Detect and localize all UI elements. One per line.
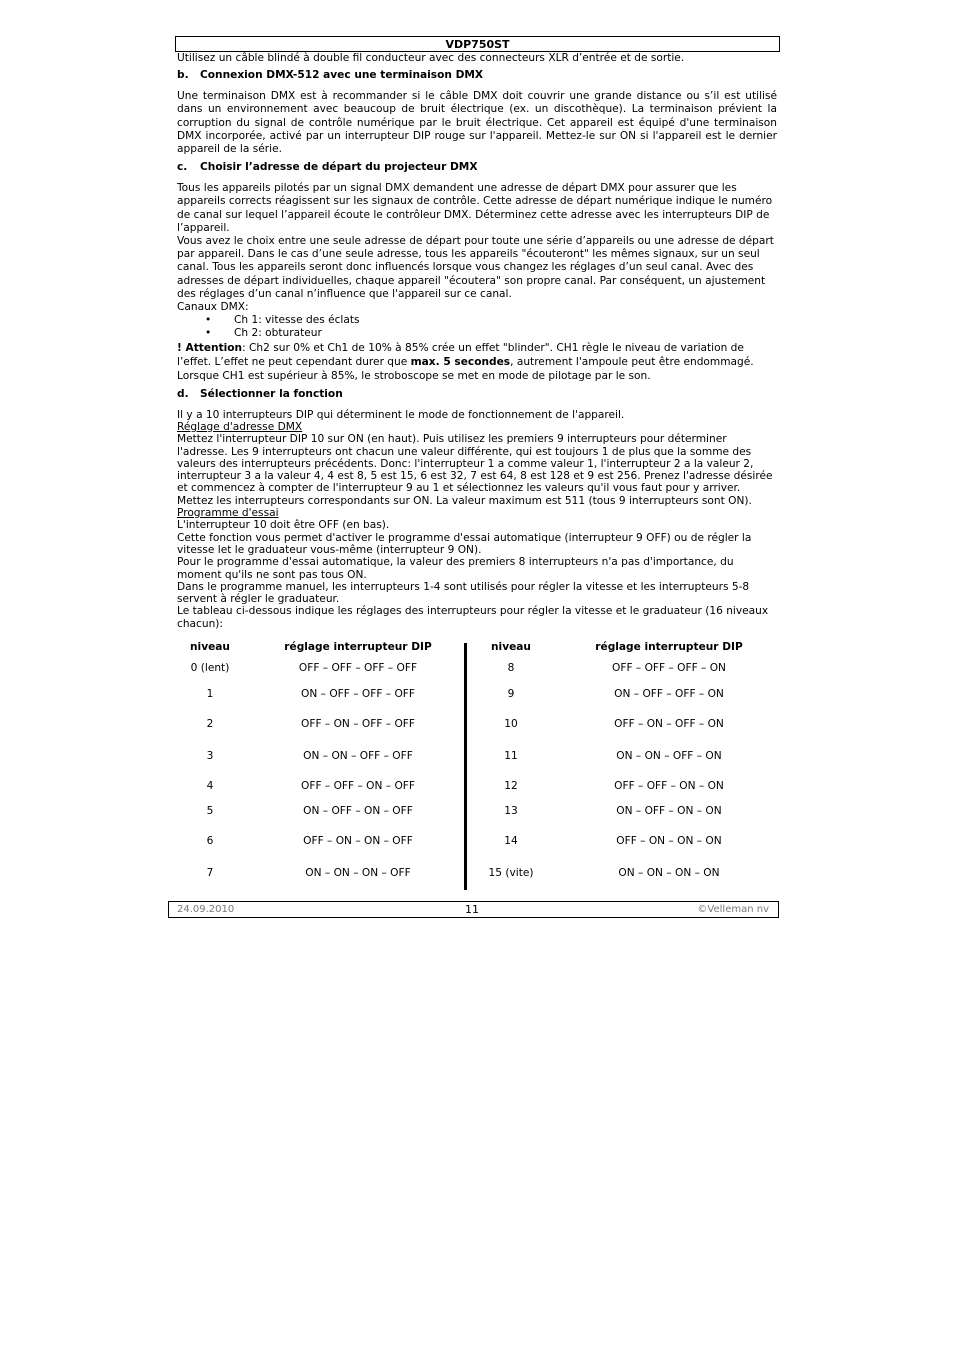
attention-text-1: : Ch2 sur 0% et Ch1 de 10% à 85% crée un effet "blinder". CH1 règle le niveau de variation de l’effet. L’effet ne peut cependant durer que: [177, 341, 744, 368]
section-c-heading: [177, 161, 777, 174]
dip-setting-cell: ON – OFF – OFF – ON: [614, 688, 724, 700]
section-c-paragraph-2: Vous avez le choix entre une seule adresse de départ pour toute une série d’appareils ou une adresse de départ par appareil. Dans le cas d’une seule adresse, tous les appareils "écouteront" les mêmes signaux, sur un seul canal. Tous les appareils seront donc influencés lorsque vous changez les réglages d’un seul canal. Avec des adresses de départ individuelles, chaque appareil "écoutera" son propre canal. Par conséquent, un ajustement des réglages d’un canal n’influence que l'appareil sur ce canal.: [177, 235, 774, 300]
attention-paragraph: [177, 341, 777, 383]
dip-setting-cell: OFF – ON – OFF – OFF: [301, 718, 415, 730]
section-c-title: Choisir l’adresse de départ du projecteur DMX: [200, 161, 478, 174]
dmx-address-subtitle: Réglage d'adresse DMX: [177, 420, 303, 433]
dip-setting-cell: ON – ON – ON – OFF: [305, 867, 411, 879]
channels-label: Canaux DMX:: [177, 301, 249, 314]
attention-bold: max. 5 secondes: [410, 355, 511, 368]
section-d-heading: [177, 388, 777, 401]
section-d-intro: Il y a 10 interrupteurs DIP qui déterminent le mode de fonctionnement de l'appareil.: [177, 408, 625, 421]
section-b-heading: [177, 69, 777, 82]
table-divider: [464, 643, 467, 890]
dip-setting-cell: OFF – OFF – ON – ON: [614, 780, 724, 792]
dip-settings-table: [177, 641, 777, 891]
intro-paragraph: Utilisez un câble blindé à double fil conducteur avec des connecteurs XLR d’entrée et de sortie.: [177, 52, 685, 64]
dmx-address-body: Mettez l'interrupteur DIP 10 sur ON (en haut). Puis utilisez les premiers 9 interrupteurs pour déterminer l'adresse. Les 9 interrupteurs ont chacun une valeur différente, qui est toujours 1 de plus que la somme des valeurs des interrupteurs précédents. Donc: l'interrupteur 1 a comme valeur 1, l'interrupteur 2 a la valeur 2, interrupteur 3 a la valeur 4, 4 est 8, 5 est 15, 6 est 32, 7 est 64, 8 est 128 et 9 est 256. Prenez l'adresse désirée et commencez à compter de l'interrupteur 9 au 1 et sélectionnez les valeurs qu'il vous faut pour y arriver. Mettez les interrupteurs correspondants sur ON. La valeur maximum est 511 (tous 9 interrupteurs sont ON).: [177, 433, 773, 507]
right-level-header: niveau: [491, 641, 531, 653]
test-program-line: Pour le programme d'essai automatique, la valeur des premiers 8 interrupteurs n'a pas d'importance, du moment qu'ils ne sont pas tous ON.: [177, 556, 734, 581]
dip-level-cell: 14: [504, 835, 518, 847]
document-header: [175, 36, 780, 52]
dip-level-cell: 7: [206, 867, 214, 879]
section-b-title: Connexion DMX-512 avec une terminaison DMX: [200, 69, 484, 82]
dip-setting-cell: ON – ON – OFF – ON: [616, 750, 722, 762]
channel-item: • Ch 1: vitesse des éclats: [177, 314, 777, 327]
dip-level-cell: 15 (vite): [488, 867, 534, 879]
section-b-body: Une terminaison DMX est à recommander si le câble DMX doit couvrir une grande distance ou s’il est utilisé dans un environnement avec beaucoup de bruit électrique (ex. un discothèque). La terminaison prévient la corruption du signal de contrôle numérique par le bruit électrique. Cet appareil est équipé d'une terminaison DMX incorporée, activé par un interrupteur DIP rouge sur l'appareil. Mettez-le sur ON si l'appareil est le dernier appareil de la série.: [177, 90, 777, 156]
section-d-title: Sélectionner la fonction: [200, 387, 343, 400]
dip-setting-cell: ON – ON – OFF – OFF: [303, 750, 413, 762]
dip-setting-cell: OFF – OFF – OFF – ON: [612, 662, 726, 674]
dip-setting-cell: OFF – ON – OFF – ON: [614, 718, 724, 730]
test-program-line: L'interrupteur 10 doit être OFF (en bas).: [177, 519, 390, 532]
section-c-letter: c.: [177, 161, 188, 174]
dip-setting-cell: ON – ON – ON – ON: [618, 867, 720, 879]
dip-level-cell: 12: [504, 780, 518, 792]
left-setting-header: réglage interrupteur DIP: [284, 641, 432, 653]
section-c-paragraph-1: Tous les appareils pilotés par un signal DMX demandent une adresse de départ DMX pour assurer que les appareils corrects réagissent sur les signaux de contrôle. Cette adresse de départ numérique indique le numéro de canal sur lequel l’appareil écoute le contrôleur DMX. Déterminez cette adresse avec les interrupteurs DIP de l’appareil.: [177, 182, 773, 234]
dip-level-cell: 3: [206, 750, 214, 762]
footer-date: 24.09.2010: [177, 904, 235, 915]
dip-level-cell: 9: [507, 688, 515, 700]
left-level-header: niveau: [190, 641, 230, 653]
dip-setting-cell: ON – OFF – ON – OFF: [303, 805, 413, 817]
section-d-letter: d.: [177, 387, 189, 400]
right-setting-header: réglage interrupteur DIP: [595, 641, 743, 653]
dip-level-cell: 6: [206, 835, 214, 847]
dip-setting-cell: ON – OFF – ON – ON: [616, 805, 722, 817]
page-footer: [168, 901, 779, 918]
dip-level-cell: 8: [507, 662, 515, 674]
dip-setting-cell: OFF – ON – ON – ON: [616, 835, 722, 847]
attention-label: ! Attention: [177, 341, 243, 354]
test-program-line: Cette fonction vous permet d'activer le programme d'essai automatique (interrupteur 9 OFF) ou de régler la vitesse let le graduateur vous-même (interrupteur 9 ON).: [177, 531, 752, 556]
test-program-line: Dans le programme manuel, les interrupteurs 1-4 sont utilisés pour régler la vitesse et les interrupteurs 5-8 servent à régler le graduateur.: [177, 580, 750, 606]
page-content: [177, 52, 777, 630]
test-program-subtitle: Programme d'essai: [177, 507, 279, 520]
dip-level-cell: 5: [206, 805, 214, 817]
dip-level-cell: 4: [206, 780, 214, 792]
attention-text-2: , autrement l'ampoule peut être endommagé. Lorsque CH1 est supérieur à 85%, le stroboscope se met en mode de pilotage par le son.: [177, 355, 754, 382]
page-number: 11: [465, 903, 479, 916]
dip-level-cell: 11: [504, 750, 518, 762]
section-b-letter: b.: [177, 69, 189, 82]
dip-setting-cell: ON – OFF – OFF – OFF: [301, 688, 415, 700]
dip-level-cell: 0 (lent): [190, 662, 230, 674]
dip-setting-cell: OFF – OFF – ON – OFF: [301, 780, 415, 792]
dip-setting-cell: OFF – ON – ON – OFF: [303, 835, 413, 847]
dip-level-cell: 1: [206, 688, 214, 700]
dip-level-cell: 2: [206, 718, 214, 730]
section-d-body: [177, 409, 777, 630]
dip-level-cell: 13: [504, 805, 518, 817]
model-title: VDP750ST: [445, 38, 510, 51]
dip-setting-cell: OFF – OFF – OFF – OFF: [298, 662, 418, 674]
channel-item: • Ch 2: obturateur: [177, 327, 777, 340]
footer-copyright: ©Velleman nv: [697, 904, 769, 915]
dip-level-cell: 10: [504, 718, 518, 730]
test-program-line: Le tableau ci-dessous indique les réglages des interrupteurs pour régler la vitesse et le graduateur (16 niveaux chacun):: [177, 605, 769, 630]
channels-list: [177, 314, 777, 340]
